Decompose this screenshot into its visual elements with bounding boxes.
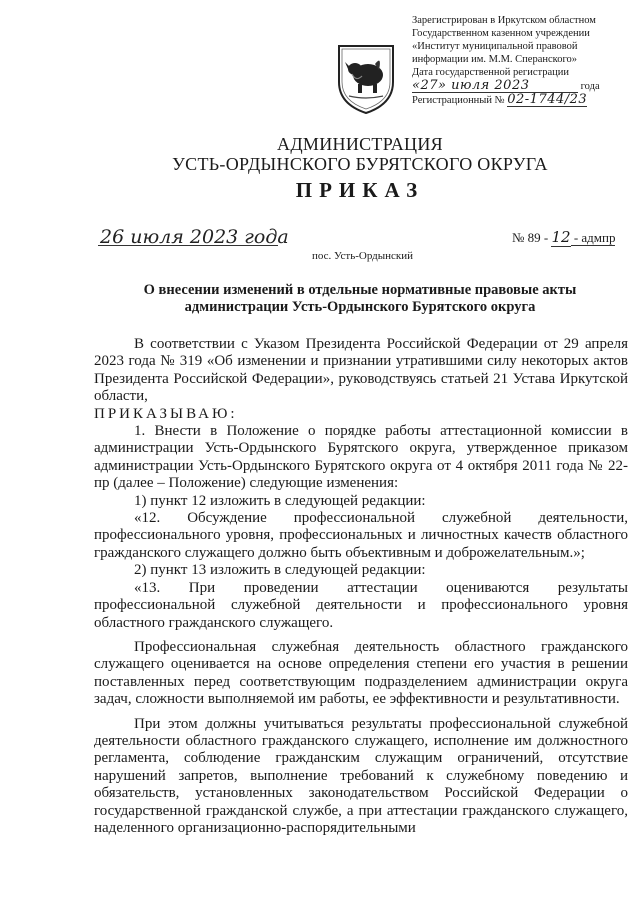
subitem-2-paragraph: 2) пункт 13 изложить в следующей редакции: [134,562,426,579]
subitem-1-paragraph: 1) пункт 12 изложить в следующей редакции: [134,492,426,509]
stamp-reg-number-handwritten: 02-1744/23 [507,92,588,107]
organization-line-1: АДМИНИСТРАЦИЯ [277,134,443,154]
organization-name [140,134,580,174]
item-1-paragraph: 1. Внести в Положение о порядке работы аттестационной комиссии в администрации Усть-Ордынского Бурятского округа, утвержденное приказом администрации Усть-Ордынского Бурятского округа от 4 октября 2011 года № 22-пр (далее – Положение) следующие изменения: [94,423,628,492]
order-number [512,228,615,246]
order-number-handwritten: 12 [551,228,571,246]
stamp-registration-number [412,93,634,107]
clause-13-paragraph-3: При этом должны учитываться результаты профессиональной служебной деятельности областного гражданского служащего, исполнение им должностного регламента, соблюдение гражданским служащим ограничений, отсутствие нарушений запретов, выполнение требований к служебному поведению и обязательств, установленных законодательством Российской Федерации о государственной гражданской службе, а при аттестации гражданского служащего, наделенного организационно-распорядительными [94,715,628,836]
stamp-line-3: «Институт муниципальной правовой [412,41,578,52]
order-number-suffix: - адмпр [570,230,616,245]
order-title: ПРИКАЗ [295,178,425,202]
stamp-registration-date [412,79,634,93]
registration-stamp [412,14,634,107]
subject-line-2: администрации Усть-Ордынского Бурятского округа [184,299,536,315]
clause-12-paragraph: «12. Обсуждение профессиональной служебной деятельности, профессионального уровня, профессиональных и личностных качеств областного гражданского служащего должно быть объективным и доброжелательным.»; [94,510,628,561]
stamp-date-handwritten: «27» июля 2023 [412,79,578,93]
stamp-reg-label: Регистрационный № [412,95,505,106]
clause-13-paragraph-2: Профессиональная служебная деятельность областного гражданского служащего оценивается на основе определения степени его участия в решении поставленных перед соответствующим подразделением администрации округа задач, сложности выполняемой им работы, ее эффективности и результативности. [94,638,628,708]
order-date-underline [98,245,278,246]
stamp-line-5: Дата государственной регистрации [412,67,569,78]
order-number-prefix: № 89 - [512,230,552,245]
stamp-line-4: информации им. М.М. Сперанского» [412,54,577,65]
stamp-line-2: Государственном казенном учреждении [412,28,590,39]
clause-13-paragraph: «13. При проведении аттестации оцениваются результаты профессиональной служебной деятельности и профессионального уровня областного гражданского служащего. [94,579,628,631]
preamble-paragraph: В соответствии с Указом Президента Российской Федерации от 29 апреля 2023 года № 319 «Об изменении и признании утратившими силу некоторых актов Президента Российской Федерации», руководствуясь статьей 21 Устава Иркутской области, [94,336,628,405]
coat-of-arms-icon [335,42,397,116]
organization-line-2: УСТЬ-ОРДЫНСКОГО БУРЯТСКОГО ОКРУГА [172,154,548,174]
order-body [94,336,628,837]
prikazyvayu-heading: ПРИКАЗЫВАЮ: [94,405,238,422]
place-of-issue: пос. Усть-Ордынский [312,250,414,262]
stamp-date-suffix: года [580,81,600,92]
order-date-handwritten: 26 июля 2023 года [100,226,289,248]
stamp-line-1: Зарегистрирован в Иркутском областном [412,15,596,26]
subject-line-1: О внесении изменений в отдельные нормативные правовые акты [143,282,577,298]
order-subject [110,282,610,316]
